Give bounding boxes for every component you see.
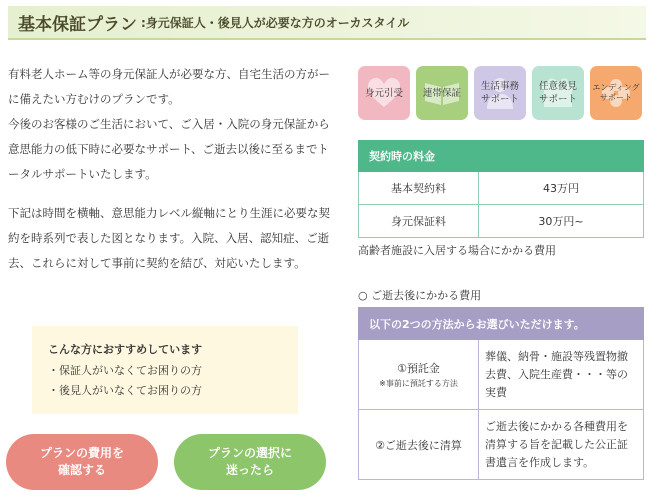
service-tile-label: サポート xyxy=(599,93,632,102)
page-subtitle: :身元保証人・後見人が必要な方のオーカスタイル xyxy=(141,15,410,30)
recommend-box xyxy=(32,326,298,414)
intro-paragraph-3: 下記は時間を横軸、意思能力レベル縦軸にとり生涯に必要な契約を時系列で表した図となります。入院、入居、認知症、ご逝去、これらに対して事前に契約を結び、対応いたします。 xyxy=(8,206,330,270)
fee-table-header: 契約時の料金 xyxy=(359,141,644,172)
method-description: 葬儀、納骨・施設等残置物撤去費、入院生産費・・・等の実費 xyxy=(479,340,644,410)
method-description: ご逝去後にかかる各種費用を清算する旨を記載した公正証書遺言を作成します。 xyxy=(479,410,644,480)
service-tile-life-support xyxy=(474,66,526,120)
table-row xyxy=(359,205,644,238)
plan-selection-help-button[interactable] xyxy=(174,434,326,490)
recommend-item: ・後見人がいなくてお困りの方 xyxy=(48,384,202,397)
service-tile-guarantee xyxy=(358,66,410,120)
fee-label: 身元保証料 xyxy=(359,205,479,238)
method-note: ※事前に預託する方法 xyxy=(379,379,458,388)
intro-paragraph-1: 有料老人ホーム等の身元保証人が必要な方、自宅生活の方がーに備えたい方むけのプランです。 xyxy=(8,67,330,106)
service-tile-label: 連帯保証 xyxy=(422,87,461,99)
contract-fee-table xyxy=(358,140,644,238)
fee-note: 高齢者施設に入居する場合にかかる費用 xyxy=(358,244,556,257)
fee-value: 30万円~ xyxy=(479,205,644,238)
method-name: ②ご逝去後に清算 xyxy=(375,438,462,452)
service-tile-guardianship xyxy=(532,66,584,120)
fee-label: 基本契約料 xyxy=(359,172,479,205)
check-plan-cost-button[interactable] xyxy=(6,434,158,490)
service-icons xyxy=(358,66,650,120)
button-label: プランの選択に xyxy=(207,446,292,460)
method-name: ①預託金 xyxy=(397,362,440,375)
service-tile-label: 任意後見 xyxy=(538,81,577,92)
service-tile-ending-support xyxy=(590,66,642,120)
service-tile-label: サポート xyxy=(480,94,519,105)
service-tile-label: サポート xyxy=(538,94,577,105)
page-title: 基本保証プラン xyxy=(18,14,137,35)
after-death-table xyxy=(358,307,644,480)
button-label: 確認する xyxy=(57,463,106,477)
after-death-title: ○ ご逝去後にかかる費用 xyxy=(358,289,482,302)
service-tile-label: エンディング xyxy=(592,83,640,92)
table-row xyxy=(359,410,644,480)
button-label: プランの費用を xyxy=(39,446,124,460)
fee-value: 43万円 xyxy=(479,172,644,205)
table-row xyxy=(359,340,644,410)
recommend-item: ・保証人がいなくてお困りの方 xyxy=(48,364,202,377)
service-tile-label: 生活事務 xyxy=(480,81,519,92)
intro-text xyxy=(8,62,338,276)
table-row xyxy=(359,172,644,205)
recommend-title: こんな方におすすめしています xyxy=(48,343,203,356)
after-death-table-header: 以下の2つの方法からお選びいただけます。 xyxy=(359,308,644,340)
service-tile-joint-guarantee xyxy=(416,66,468,120)
button-label: 迷ったら xyxy=(225,463,274,477)
method-label xyxy=(359,340,479,410)
service-tile-label: 身元引受 xyxy=(364,87,403,99)
intro-paragraph-2: 今後のお客様のご生活において、ご入居・入院の身元保証から意思能力の低下時に必要なサポート、ご逝去以後に至るまでトータルサポートいたします。 xyxy=(8,117,330,181)
method-label xyxy=(359,410,479,480)
page-header xyxy=(8,6,646,40)
